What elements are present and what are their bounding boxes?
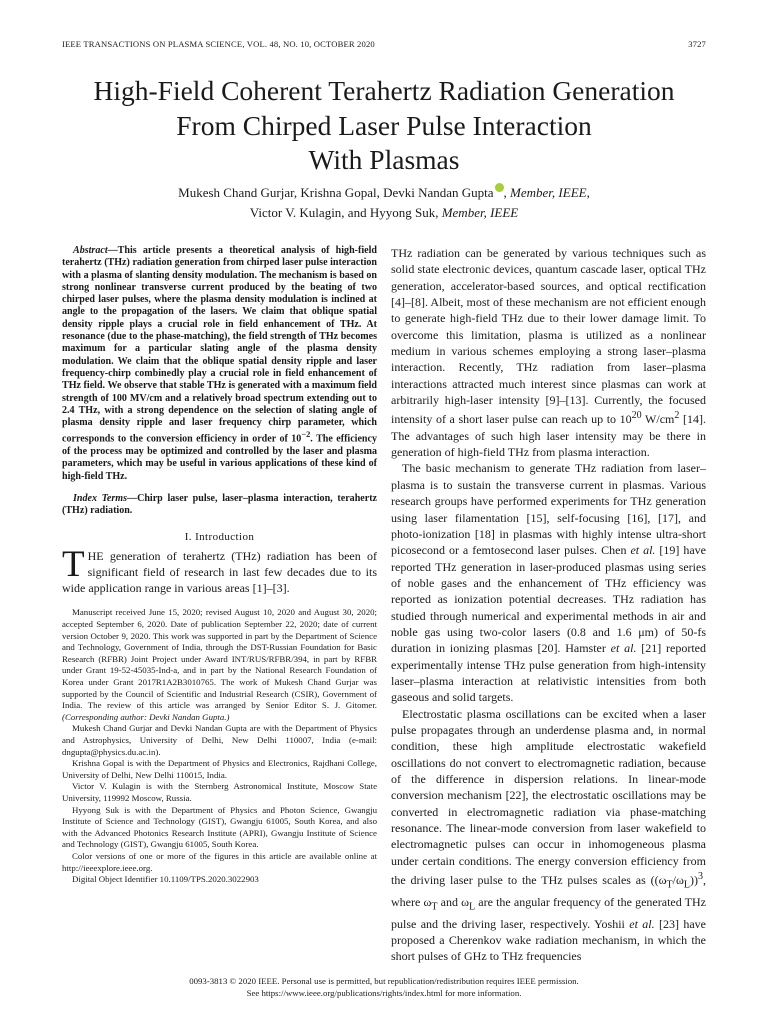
p3-text: are the angular frequency of the generated THz pulse and the driving laser, respectively. Yoshii: [391, 894, 706, 931]
p3-text: /ω: [672, 873, 684, 888]
p3-exponent: 3: [698, 871, 703, 883]
p3-text: , where ω: [391, 873, 706, 909]
p1-unit: W/cm: [641, 412, 675, 427]
footnote-color: Color versions of one or more of the figures in this article are available online at http://ieeexplore.ieee.org.: [62, 850, 377, 873]
p1-unit-exponent: 2: [674, 410, 680, 422]
copyright-line-1: 0093-3813 © 2020 IEEE. Personal use is permitted, but republication/redistribution requires IEEE permission.: [189, 976, 579, 986]
footnote-corresponding: (Corresponding author: Devki Nandan Gupta.): [62, 711, 230, 722]
abstract-exponent: −2: [301, 430, 311, 440]
p1-text: THz radiation can be generated by various techniques such as solid state electronic devices, quantum cascade laser, optical THz generation, accelerator-based sources, and optical rectification [4]–[8]. Albeit, most of these mechanism are not efficient enough to generate high-field THz due to their lower damage limit. To overcome this limitation, plasma is utilized as a nonlinear medium in various schemes employing a strong laser–plasma interaction. Recently, THz radiation from laser–plasma interactions attracted much interest since plasmas can work at arbitrarily high-laser intensity [9]–[13]. Currently, the focused intensity of a short laser pulse can reach up to 10: [391, 246, 706, 427]
member-ieee-label: Member, IEEE: [441, 204, 519, 220]
p1-text-end: [14]. The advantages of such high laser intensity may be there in generation of high-field THz from plasma interaction.: [391, 412, 706, 460]
footnote-affiliation-3: Victor V. Kulagin is with the Sternberg Astronomical Institute, Moscow State University, 119992 Moscow, Russia.: [62, 781, 377, 803]
title-line-2: From Chirped Laser Pulse Interaction: [176, 109, 592, 141]
p3-text: Electrostatic plasma oscillations can be excited when a laser pulse propagates through an underdense plasma and, in normal condition, these high amplitude electrostatic wakefield oscillations do not convert to electromagnetic radiation, because of the difference in dispersion relations. In linear-mode conversion mechanism [22], the electrostatic oscillations may be converted in electromagnetic radiation via phase-matching resonance. The linear-mode conversion from laser wakefield to electromagnetic pulses can occur in inhomogeneous plasma under certain conditions. The energy conversion efficiency from the driving laser pulse to the THz pulses scales as ((ω: [391, 706, 706, 888]
p3-text-end: [23] have proposed a Cherenkov wake radiation mechanism, in which the short pulses of GHz to THz frequencies: [391, 916, 707, 964]
page-number: 3727: [688, 39, 706, 49]
index-terms: Index Terms—Chirp laser pulse, laser–plasma interaction, terahertz (THz) radiation.: [62, 492, 377, 517]
p2-text-c: [21] reported experimentally intense THz pulse generation from high-intensity laser–plasma interaction at relativistic intensities from both gaseous and solid targets.: [391, 641, 707, 705]
member-ieee-label: Member, IEEE: [510, 185, 587, 200]
footnote-doi: Digital Object Identifier 10.1109/TPS.2020.3022903: [72, 874, 259, 885]
p1-exponent: 20: [631, 410, 642, 422]
right-column: [391, 245, 706, 965]
footnote-affiliation-4: Hyyong Suk is with the Department of Physics and Photon Science, Gwangju Institute of Science and Technology (GIST), Gwangju 61005, South Korea, and also with the Advanced Photonics Research Institute (APRI), Gwangju Institute of Science and Technology (GIST), Gwangju 61005, South Korea.: [62, 804, 377, 850]
abstract-text-end: . The efficiency of the process may be optimized and controlled by the laser and plasma parameters, which may be useful in various applications of these kind of high-field THz.: [62, 433, 377, 482]
copyright-line-2: See https://www.ieee.org/publications/rights/index.html for more information.: [246, 987, 522, 998]
orcid-icon[interactable]: [495, 183, 504, 192]
dropcap: T: [62, 543, 85, 585]
p2-text: The basic mechanism to generate THz radiation from laser–plasma is to sustain the transverse current in plasmas. Various research groups have performed experiments for THz generation using laser filamentation [15], self-focusing [16], [17], and photo-ionization [18] in plasmas with highly intense ultra-short picosecond or a femtosecond laser pulses. Chen: [391, 461, 706, 558]
title-line-3: With Plasmas: [308, 144, 460, 175]
author-names-line-2: Victor V. Kulagin, and Hyyong Suk,: [249, 204, 439, 220]
footnote-manuscript-text: Manuscript received June 15, 2020; revised August 10, 2020 and August 30, 2020; accepted September 6, 2020. Date of publication September 22, 2020; date of current version October 9, 2020. This work was supported in part by the Department of Science and Technology, Government of India, through the DST-Russian Foundation for Basic Research (RFBR) Joint Project under Award INT/RUS/RFBR/394, in part by RFBR under Grant 19-52-45035-Ind-a, and in part by the National Research Foundation of Korea under Grant 2017R1A2B3010765. The work of Mukesh Chand Gurjar was supported by the Council of Scientific and Industrial Research (CSIR), Government of India. The review of this article was arranged by Senior Editor S. J. Gitomer.: [62, 607, 377, 711]
index-terms-text: Chirp laser pulse, laser–plasma interaction, terahertz (THz) radiation.: [62, 492, 377, 517]
title-line-1: High-Field Coherent Terahertz Radiation Generation: [93, 75, 675, 106]
abstract-text: This article presents a theoretical analysis of high-field terahertz (THz) radiation generation from chirped laser pulse interaction with a plasma of slanting density modulation. The mechanism is based on strong nonlinear transverse current produced by the beating of two chirped laser pulses, where the plasma density modulation is inclined at angle to the propagation of the lasers. We claim that oblique spatial density ripple plays a crucial role in field enhancement of THz. At resonance (due to the phase-matching), the field strength of THz becomes maximum for a particular slating angle of the plasma density modulation. We claim that the oblique spatial density ripple and laser frequency-chirp combinedly play a crucial role in field enhancement of THz field. We observe that stable THz is generated with a maximum field strength of 100 MV/cm and a relatively broad spectrum extending out to 2.4 THz, with a strong dependence on the selection of slating angle of plasma density ripple and laser frequency chirp parameter, which corresponds to the conversion efficiency in order of 10: [62, 245, 377, 445]
intro-paragraph: [62, 543, 377, 597]
abstract-label: Abstract: [73, 245, 108, 256]
author-list: Mukesh Chand Gurjar, Krishna Gopal, Devki Nandan Gupta , Member, IEEE, Victor V. Kulagin, and Hyyong Suk, Member, IEEE: [178, 185, 590, 220]
paper-title: [30, 74, 738, 178]
left-column: [62, 245, 377, 886]
footnotes: [62, 607, 377, 885]
copyright-notice: [62, 976, 706, 999]
p3-sub: T: [431, 901, 438, 913]
et-al: et al.: [630, 543, 656, 558]
p3-sub: L: [683, 879, 690, 891]
abstract: Abstract—This article presents a theoretical analysis of high-field terahertz (THz) radiation generation from chirped laser pulse interaction with a plasma of slanting density modulation. The mechanism is based on strong nonlinear transverse current produced by the beating of two chirped laser pulses, where the plasma density modulation is inclined at angle to the propagation of the lasers. We claim that oblique spatial density ripple plays a crucial role in field enhancement of THz. At resonance (due to the phase-matching), the field strength of THz becomes maximum for a particular slating angle of the plasma density modulation. We claim that the oblique spatial density ripple and laser frequency-chirp combinedly play a crucial role in field enhancement of THz field. We observe that stable THz is generated with a maximum field strength of 100 MV/cm and a relatively broad spectrum extending out to 2.4 THz, with a strong dependence on the selection of slating angle of plasma density ripple and laser frequency chirp parameter, which corresponds to the conversion efficiency in order of $10^{-2}$. The efficiency of the process may be optimized and controlled by the laser and plasma parameters, which may be useful in various applications of these kind of high-field THz.: [62, 245, 377, 482]
body-paragraph-3: [391, 706, 706, 965]
author-names-line-1: Mukesh Chand Gurjar, Krishna Gopal, Devki Nandan Gupta: [178, 185, 494, 200]
p3-sub: T: [666, 879, 673, 891]
body-paragraph-2: [391, 460, 706, 705]
footnote-affiliation-2: Krishna Gopal is with the Department of Physics and Electronics, Rajdhani College, University of Delhi, New Delhi 110015, India.: [62, 758, 377, 780]
p3-text: )): [690, 873, 698, 888]
section-heading: I. Introduction: [184, 530, 255, 543]
p3-text: and ω: [437, 894, 470, 909]
footnote-affiliation-1: Mukesh Chand Gurjar and Devki Nandan Gupta are with the Department of Physics and Astrophysics, University of Delhi, New Delhi 110007, India (e-mail: dngupta@physics.du.ac.in).: [62, 723, 377, 757]
body-paragraph-1: [391, 245, 706, 460]
index-terms-label: Index Terms: [73, 492, 128, 504]
et-al: et al.: [629, 916, 655, 931]
p3-sub: L: [469, 901, 476, 913]
footnote-manuscript: [62, 607, 377, 723]
intro-text: HE generation of terahertz (THz) radiation has been of significant field of research in last few decades due to its wide application range in various areas [1]–[3].: [62, 548, 377, 596]
et-al: et al.: [610, 641, 637, 656]
p2-text-b: [19] have reported THz generation in laser-produced plasmas using series of noble gases and the enhancement of THz efficiency was reported as ionization potential decreases. THz radiation has studied through numerical and experimental methods in air and noble gas using two-color lasers (0.8 and 1.6 μm) of 50-fs duration in ionizing plasmas [20]. Hamster: [391, 543, 707, 656]
journal-citation: IEEE TRANSACTIONS ON PLASMA SCIENCE, VOL. 48, NO. 10, OCTOBER 2020: [62, 39, 375, 49]
running-head: [62, 39, 706, 49]
